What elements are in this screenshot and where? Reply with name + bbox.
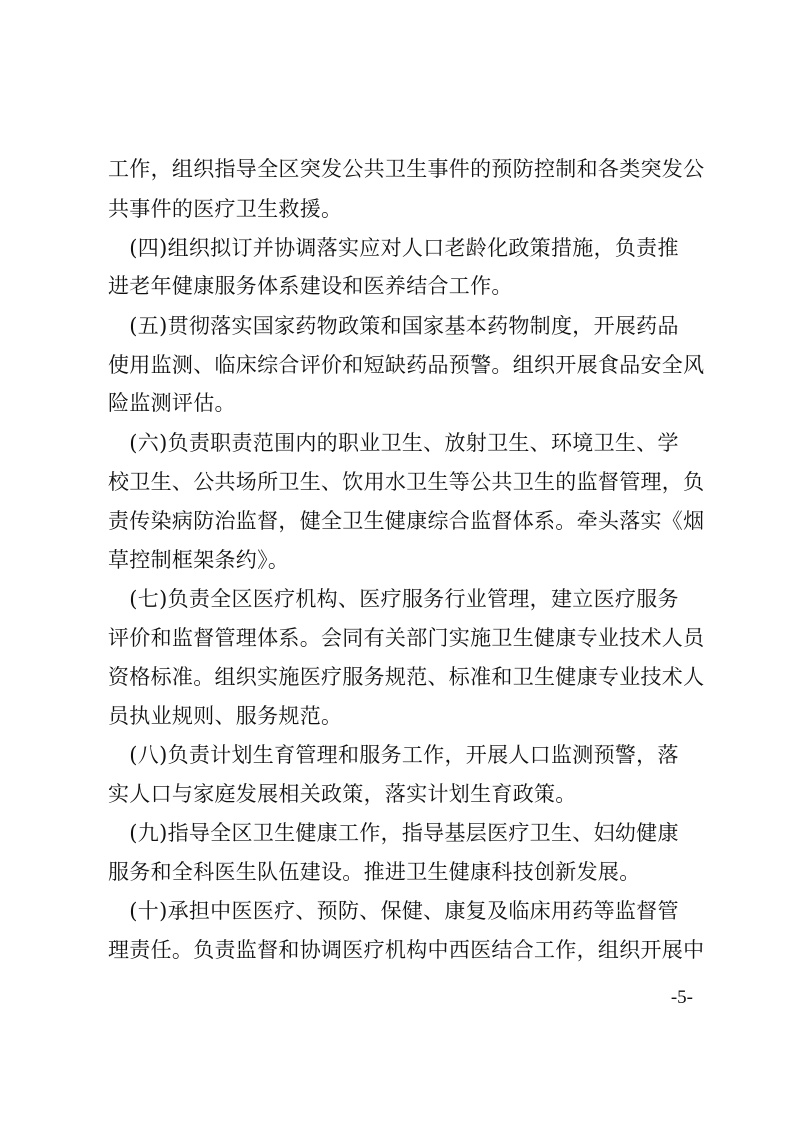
text-line: (十)承担中医医疗、预防、保健、康复及临床用药等监督管 bbox=[108, 899, 679, 923]
text-line: 服务和全科医生队伍建设。推进卫生健康科技创新发展。 bbox=[108, 860, 641, 884]
text-line: 进老年健康服务体系建设和医养结合工作。 bbox=[108, 274, 513, 298]
text-line: 险监测评估。 bbox=[108, 391, 236, 415]
text-line: (六)负责职责范围内的职业卫生、放射卫生、环境卫生、学 bbox=[108, 431, 679, 455]
text-line: 工作，组织指导全区突发公共卫生事件的预防控制和各类突发公 bbox=[108, 157, 705, 181]
text-line: 责传染病防治监督，健全卫生健康综合监督体系。牵头落实《烟 bbox=[108, 509, 705, 533]
text-line: 评价和监督管理体系。会同有关部门实施卫生健康专业技术人员 bbox=[108, 626, 705, 650]
page-number: -5- bbox=[670, 987, 693, 1008]
text-line: 资格标准。组织实施医疗服务规范、标准和卫生健康专业技术人 bbox=[108, 665, 705, 689]
text-line: (八)负责计划生育管理和服务工作，开展人口监测预警，落 bbox=[108, 743, 679, 767]
text-line: (九)指导全区卫生健康工作，指导基层医疗卫生、妇幼健康 bbox=[108, 821, 679, 845]
text-line: (四)组织拟订并协调落实应对人口老龄化政策措施，负责推 bbox=[108, 236, 679, 260]
text-line: (七)负责全区医疗机构、医疗服务行业管理，建立医疗服务 bbox=[108, 587, 679, 611]
text-line: 员执业规则、服务规范。 bbox=[108, 704, 343, 728]
text-line: 实人口与家庭发展相关政策，落实计划生育政策。 bbox=[108, 782, 577, 806]
text-line: 校卫生、公共场所卫生、饮用水卫生等公共卫生的监督管理，负 bbox=[108, 470, 705, 494]
text-line: 共事件的医疗卫生救援。 bbox=[108, 197, 343, 221]
text-line: 使用监测、临床综合评价和短缺药品预警。组织开展食品安全风 bbox=[108, 353, 705, 377]
text-line: (五)贯彻落实国家药物政策和国家基本药物制度，开展药品 bbox=[108, 314, 679, 338]
text-line: 理责任。负责监督和协调医疗机构中西医结合工作，组织开展中 bbox=[108, 938, 705, 962]
text-line: 草控制框架条约》。 bbox=[108, 548, 290, 572]
